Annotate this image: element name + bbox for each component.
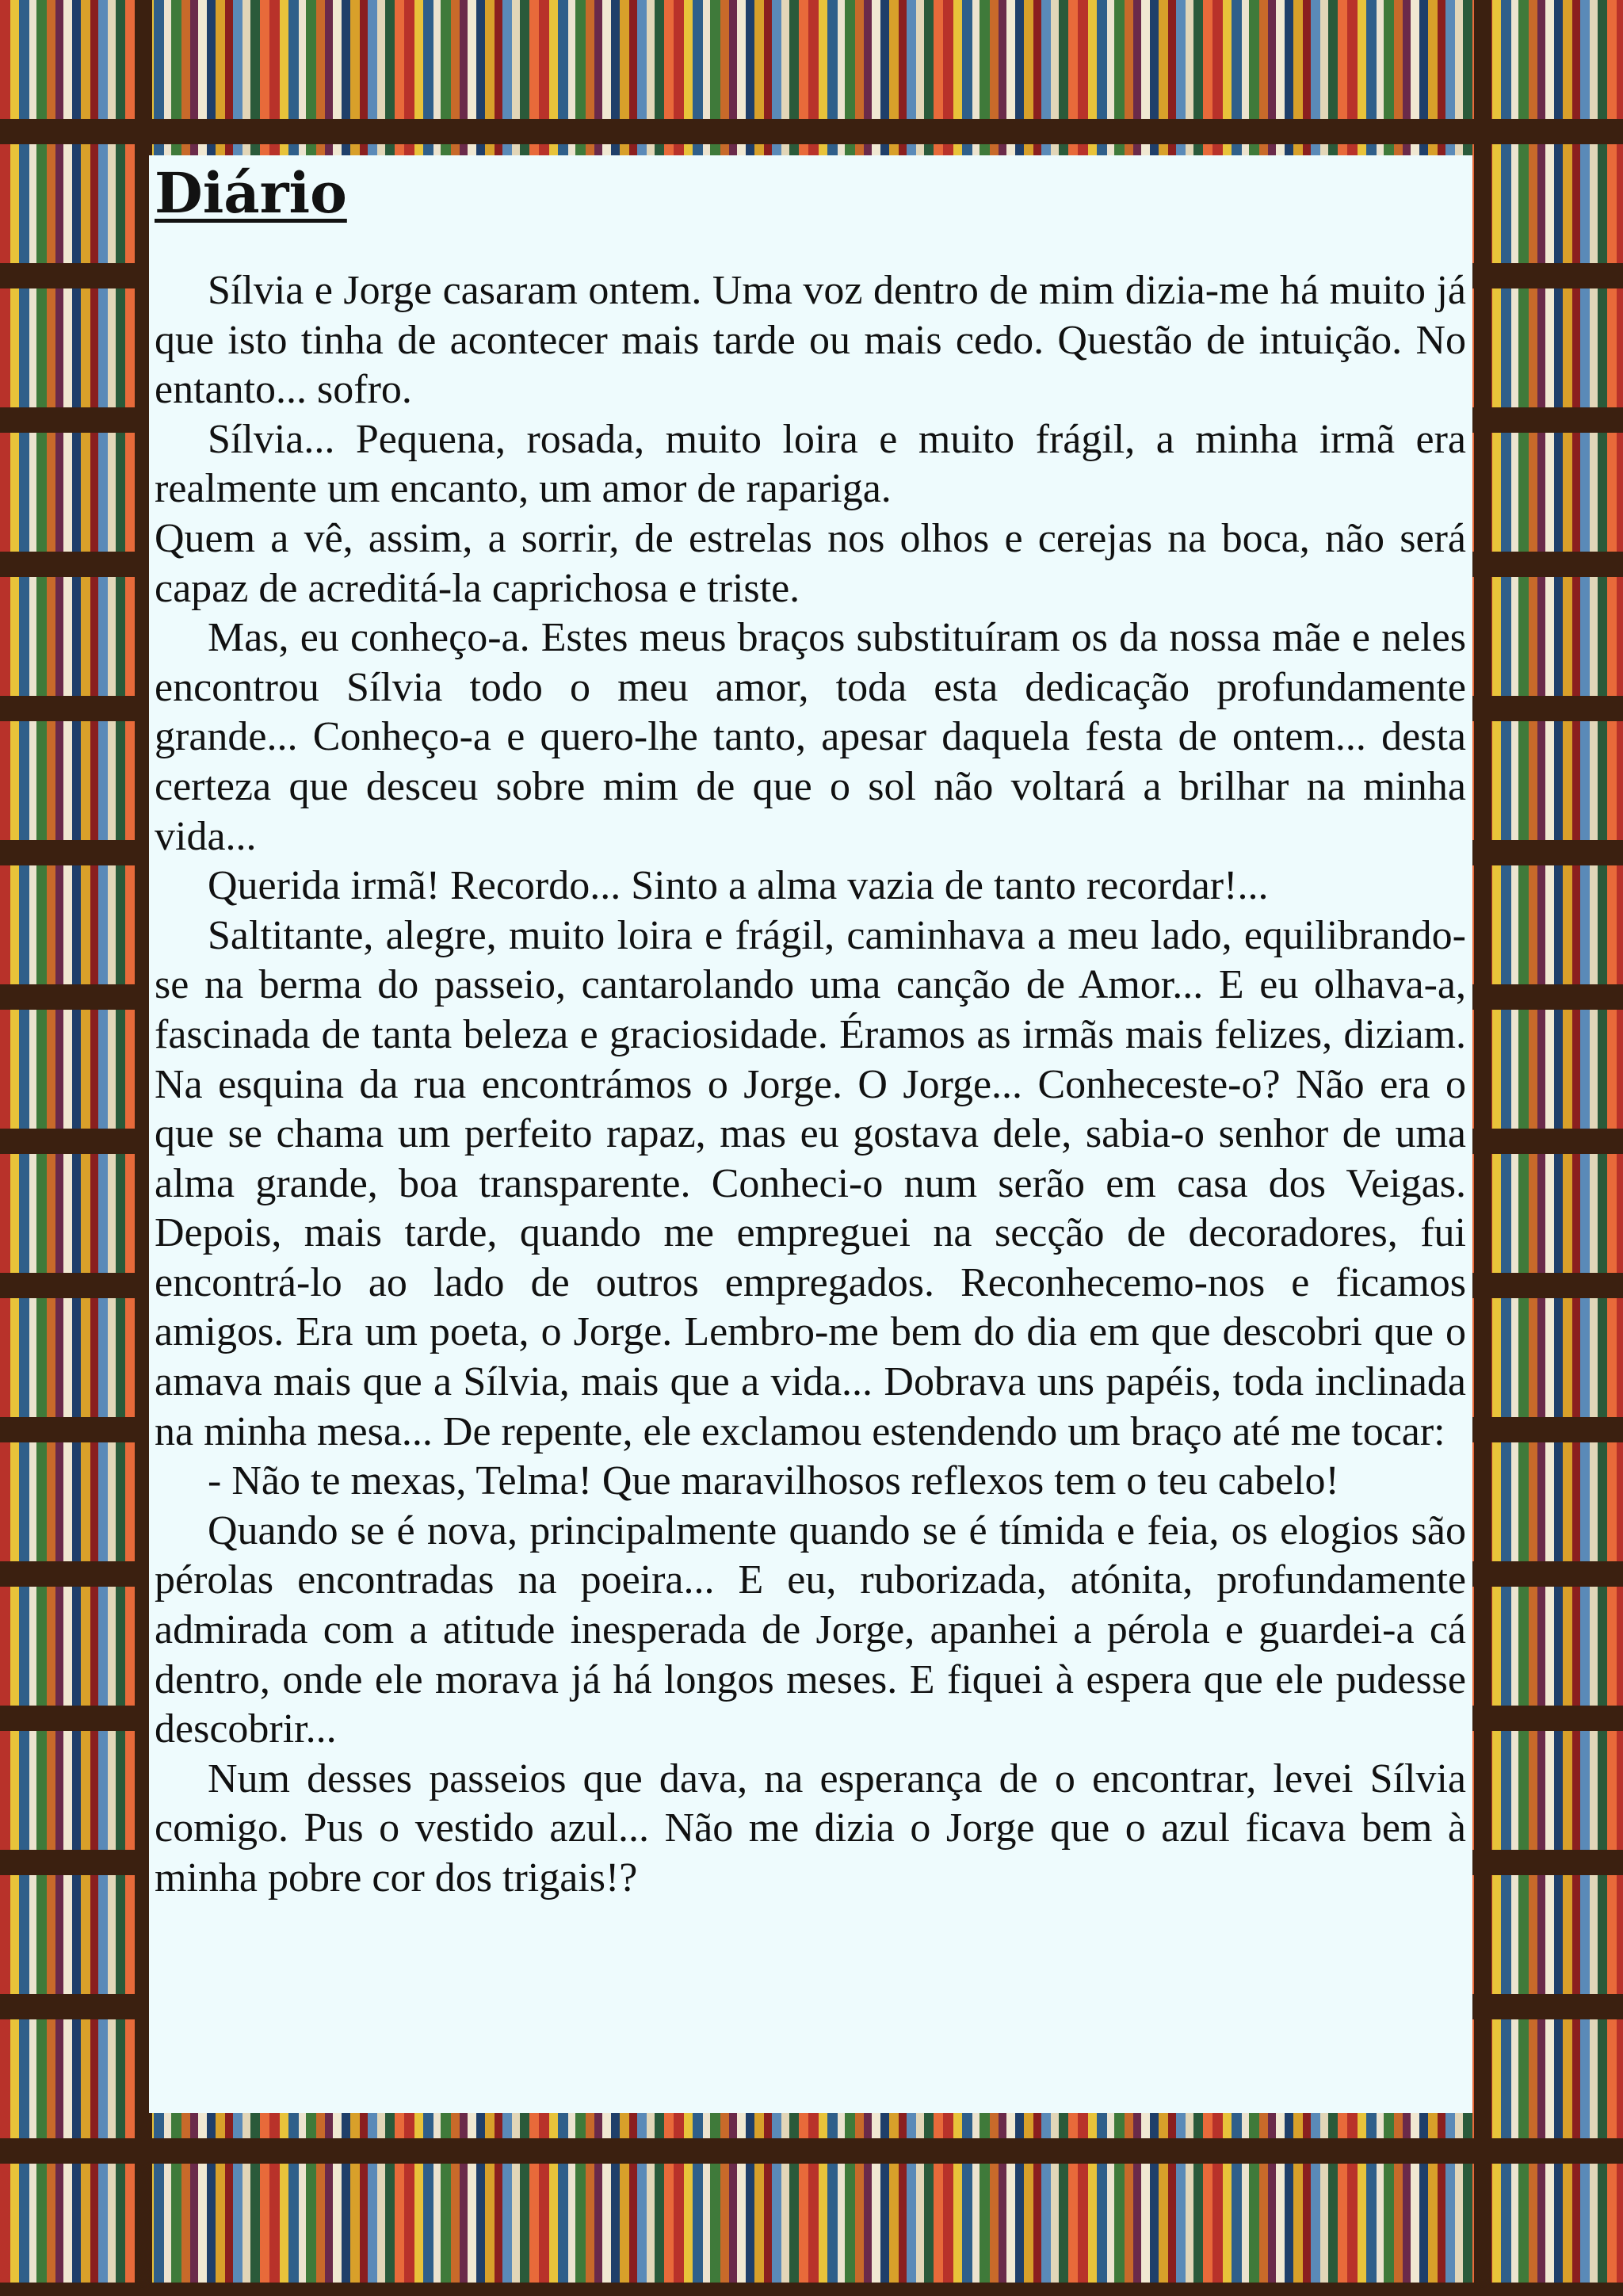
paragraph: Quando se é nova, principalmente quando se é tímida e feia, os elogios são pérolas encontradas na poeira... E eu, ruborizada, atónita, profundamente admirada com a atitude inesperada de Jorge, apanhei a pérola e guardei-a cá dentro, onde ele morava já há longos meses. E fiquei à espera que ele pudesse descobrir...	[155, 1507, 1466, 1752]
paragraph: Saltitante, alegre, muito loira e frágil, caminhava a meu lado, equilibrando-se na berma do passeio, cantarolando uma canção de Amor... E eu olhava-a, fascinada de tanta beleza e graciosidade. Éramos as irmãs mais felizes, diziam. Na esquina da rua encontrámos o Jorge. O Jorge... Conheceste-o? Não era o que se chama um perfeito rapaz, mas eu gostava dele, sabia-o senhor de uma alma grande, boa transparente. Conheci-o num serão em casa dos Veigas. Depois, mais tarde, quando me empreguei na secção de decoradores, fui encontrá-lo ao lado de outros empregados. Reconhecemo-nos e ficamos amigos. Era um poeta, o Jorge. Lembro-me bem do dia em que descobri que o amava mais que a Sílvia, mais que a vida... Dobrava uns papéis, toda inclinada na minha mesa... De repente, ele exclamou estendendo um braço até me tocar:	[155, 912, 1466, 1454]
paragraph: Sílvia e Jorge casaram ontem. Uma voz dentro de mim dizia-me há muito já que isto tinha de acontecer mais tarde ou mais cedo. Questão de intuição. No entanto... sofro.	[155, 268, 1466, 413]
paragraph: Sílvia... Pequena, rosada, muito loira e muito frágil, a minha irmã era realmente um encanto, um amor de rapariga.	[155, 416, 1466, 512]
page-title: Diário	[155, 160, 347, 226]
diary-page	[149, 155, 1472, 2113]
paragraph: Quem a vê, assim, a sorrir, de estrelas nos olhos e cerejas na boca, não será capaz de acreditá-la caprichosa e triste.	[155, 515, 1466, 611]
paragraph: - Não te mexas, Telma! Que maravilhosos reflexos tem o teu cabelo!	[208, 1458, 1339, 1504]
paragraph: Querida irmã! Recordo... Sinto a alma vazia de tanto recordar!...	[208, 863, 1269, 909]
bookshelf-post-right	[1474, 0, 1491, 2296]
diary-text	[155, 266, 1466, 1904]
paragraph: Mas, eu conheço-a. Estes meus braços substituíram os da nossa mãe e neles encontrou Sílvia todo o meu amor, toda esta dedicação profundamente grande... Conheço-a e quero-lhe tanto, apesar daquela festa de ontem... desta certeza que desceu sobre mim de que o sol não voltará a brilhar na minha vida...	[155, 615, 1466, 859]
paragraph: Num desses passeios que dava, na esperança de o encontrar, levei Sílvia comigo. Pus o vestido azul... Não me dizia o Jorge que o azul ficava bem à minha pobre cor dos trigais!?	[155, 1755, 1466, 1901]
